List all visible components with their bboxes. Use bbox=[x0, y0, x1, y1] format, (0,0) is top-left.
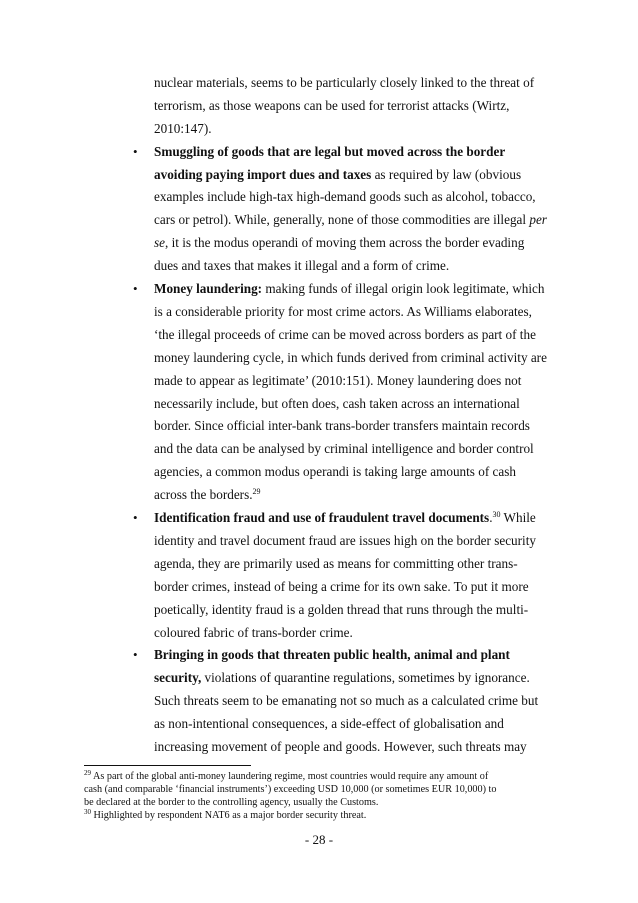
text: dues and taxes that makes it illegal and a form of crime. bbox=[154, 258, 450, 274]
footnote-29 bbox=[84, 771, 554, 784]
footnote-separator bbox=[84, 765, 251, 766]
text-line bbox=[154, 625, 554, 641]
text-line bbox=[154, 602, 554, 618]
italic-text: per bbox=[529, 212, 547, 228]
text-line bbox=[154, 304, 554, 320]
text: coloured fabric of trans-border crime. bbox=[154, 624, 353, 640]
text-line bbox=[154, 693, 554, 709]
footnote-29-line bbox=[84, 784, 554, 797]
text: as required by law (obvious bbox=[371, 166, 522, 182]
text: and the data can be analysed by criminal intelligence and border control bbox=[154, 441, 534, 457]
text: as non-intentional consequences, a side-effect of globalisation and bbox=[154, 716, 504, 732]
bold-text: Bringing in goods that threaten public health, animal and plant bbox=[154, 647, 510, 663]
text: . bbox=[489, 510, 493, 526]
text: agenda, they are primarily used as means for committing other trans- bbox=[154, 555, 518, 571]
bullet-icon: • bbox=[133, 510, 138, 526]
page-number: - 28 - bbox=[304, 832, 334, 847]
list-item-heading bbox=[154, 281, 554, 297]
text: terrorism, as those weapons can be used for terrorist attacks (Wirtz, bbox=[154, 97, 510, 113]
text: is a considerable priority for most crime actors. As Williams elaborates, bbox=[154, 303, 532, 319]
bullet-icon: • bbox=[133, 647, 138, 663]
text: poetically, identity fraud is a golden thread that runs through the multi- bbox=[154, 601, 529, 617]
text-line bbox=[154, 98, 554, 114]
bold-text: Identification fraud and use of fraudulent travel documents bbox=[154, 510, 490, 526]
text: , it is the modus operandi of moving them across the border evading bbox=[165, 235, 525, 251]
text-line bbox=[154, 327, 554, 343]
text-line bbox=[154, 121, 554, 137]
text: border. Since official inter-bank trans-border transfers maintain records bbox=[154, 418, 530, 434]
text: across the borders. bbox=[154, 487, 253, 503]
text-line bbox=[154, 350, 554, 366]
text: Highlighted by respondent NAT6 as a major border security threat. bbox=[91, 810, 367, 821]
text: border crimes, instead of being a crime for its own sake. To put it more bbox=[154, 578, 529, 594]
footnote-ref: 29 bbox=[252, 487, 261, 497]
text: made to appear as legitimate’ (2010:151). Money laundering does not bbox=[154, 372, 522, 388]
text-line bbox=[154, 212, 554, 228]
list-item-heading bbox=[154, 144, 554, 160]
bullet-icon: • bbox=[133, 281, 138, 297]
text-line bbox=[154, 556, 554, 572]
text: agencies, a common modus operandi is taking large amounts of cash bbox=[154, 464, 516, 480]
bullet-icon: • bbox=[133, 143, 138, 159]
text: While bbox=[500, 510, 536, 526]
text: Such threats seem to be emanating not so much as a calculated crime but bbox=[154, 693, 539, 709]
footnote-number: 29 bbox=[84, 769, 91, 777]
bold-text: avoiding paying import dues and taxes bbox=[154, 166, 372, 182]
text: cars or petrol). While, generally, none of those commodities are illegal bbox=[154, 212, 530, 228]
list-item-heading bbox=[154, 510, 554, 526]
bold-text: security, bbox=[154, 670, 202, 686]
text-line bbox=[154, 464, 554, 480]
text-line bbox=[154, 579, 554, 595]
text: ‘the illegal proceeds of crime can be moved across borders as part of the bbox=[154, 326, 536, 342]
text: violations of quarantine regulations, sometimes by ignorance. bbox=[201, 670, 530, 686]
text: be declared at the border to the controlling agency, usually the Customs. bbox=[84, 797, 379, 808]
text-line bbox=[154, 396, 554, 412]
text: necessarily include, but often does, cash taken across an international bbox=[154, 395, 520, 411]
text-line bbox=[154, 75, 554, 91]
text: 2010:147). bbox=[154, 120, 212, 136]
text-line bbox=[154, 167, 554, 183]
text: examples include high-tax high-demand goods such as alcohol, tobacco, bbox=[154, 189, 536, 205]
text-line bbox=[154, 533, 554, 549]
text-line bbox=[154, 716, 554, 732]
text: money laundering cycle, in which funds derived from criminal activity are bbox=[154, 349, 547, 365]
text: nuclear materials, seems to be particularly closely linked to the threat of bbox=[154, 75, 535, 90]
footnote-ref: 30 bbox=[492, 510, 501, 520]
text: making funds of illegal origin look legitimate, which bbox=[262, 281, 545, 297]
italic-text: se bbox=[154, 235, 165, 251]
text-line bbox=[154, 739, 554, 755]
list-item-heading bbox=[154, 647, 554, 663]
text-line bbox=[154, 258, 554, 274]
footnote-number: 30 bbox=[84, 808, 91, 816]
text-line bbox=[154, 487, 554, 503]
text: increasing movement of people and goods. However, such threats may bbox=[154, 739, 527, 754]
text-line bbox=[154, 670, 554, 686]
text-line bbox=[154, 189, 554, 205]
text-line bbox=[154, 373, 554, 389]
footnote-29-line bbox=[84, 797, 554, 810]
text-line bbox=[154, 418, 554, 434]
text: identity and travel document fraud are issues high on the border security bbox=[154, 532, 536, 548]
text: cash (and comparable ‘financial instruments’) exceeding USD 10,000 (or sometimes EUR 10,000) to bbox=[84, 784, 497, 795]
footnote-30 bbox=[84, 810, 554, 823]
text: As part of the global anti-money laundering regime, most countries would require any amount of bbox=[91, 771, 489, 782]
text-line bbox=[154, 235, 554, 251]
bold-text: Money laundering: bbox=[154, 281, 263, 297]
text-line bbox=[154, 441, 554, 457]
bold-text: Smuggling of goods that are legal but moved across the border bbox=[154, 143, 506, 159]
